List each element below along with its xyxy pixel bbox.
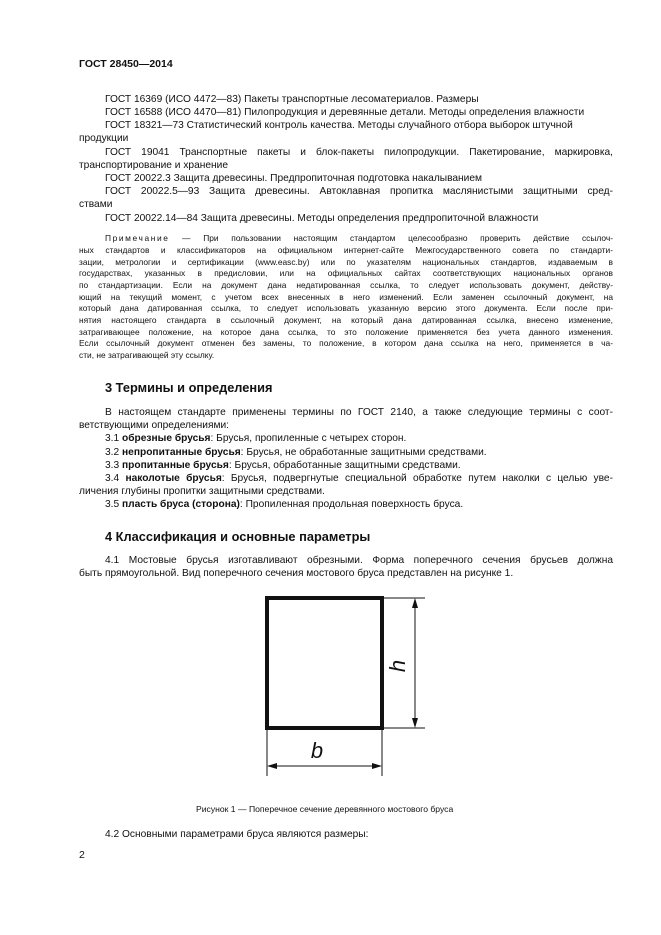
note-label: Примечание xyxy=(105,233,170,243)
note-line: ных стандартов и классификаторов на официальном интернет-сайте Межгосударственного совета по стандарти- xyxy=(79,245,613,255)
figure-caption: Рисунок 1 — Поперечное сечение деревянного мостового бруса xyxy=(196,804,454,814)
term-name: непропитанные брусья xyxy=(122,447,241,458)
figure-cross-section xyxy=(255,590,435,785)
note-line: Если ссылочный документ отменен без замены, то положение, в котором дана ссылка на него, применяется в ча- xyxy=(79,338,613,348)
note-line: государствах, указанных в предисловии, или на официальных сайтах соответствующих национальных органов xyxy=(79,268,613,278)
ref-item: ГОСТ 20022.14—84 Защита древесины. Методы определения предпропиточной влажности xyxy=(105,213,539,224)
section-4-para-2: 4.2 Основными параметрами бруса являются размеры: xyxy=(105,829,369,840)
section-4-heading: 4 Классификация и основные параметры xyxy=(105,529,371,544)
term-name: пропитанные брусья xyxy=(122,460,229,471)
note-line: нятия настоящего стандарта в ссылочный документ, на который дана датированная ссылка, внесено изменение, xyxy=(79,315,613,325)
note-text: — При пользовании настоящим стандартом целесообразно проверить действие ссылоч- xyxy=(169,233,613,243)
section-3-intro: В настоящем стандарте применены термины по ГОСТ 2140, а также следующие термины с соот- xyxy=(105,407,613,418)
ref-item: ГОСТ 16588 (ИСО 4470—81) Пилопродукция и деревянные детали. Методы определения влажности xyxy=(105,107,585,118)
note-line: по стандартизации. Если на документ дана недатированная ссылка, то следует использовать документ, действу- xyxy=(79,280,613,290)
note-line: ющий на текущий момент, с учетом всех внесенных в него изменений. Если заменен ссылочный документ, на xyxy=(79,292,613,302)
term-name: пласть бруса (сторона) xyxy=(122,499,240,510)
ref-item: ГОСТ 16369 (ИСО 4472—83) Пакеты транспортные лесоматериалов. Размеры xyxy=(105,94,479,105)
beam-section-rect xyxy=(267,598,382,728)
ref-item-cont: транспортирование и хранение xyxy=(79,160,229,171)
term-3-2: 3.2 непропитанные брусья: Брусья, не обработанные защитными средствами. xyxy=(105,447,487,458)
term-name: обрезные брусья xyxy=(122,433,211,444)
term-3-1: 3.1 обрезные брусья: Брусья, пропиленные с четырех сторон. xyxy=(105,433,407,444)
ref-item-cont: продукции xyxy=(79,133,129,144)
arrow-head xyxy=(412,718,418,728)
arrow-head xyxy=(267,763,277,769)
page-number: 2 xyxy=(79,849,85,861)
ref-item: ГОСТ 20022.5—93 Защита древесины. Автоклавная пропитка маслянистыми защитными сред- xyxy=(105,186,613,197)
ref-item: ГОСТ 20022.3 Защита древесины. Предпропиточная подготовка накалыванием xyxy=(105,173,483,184)
ref-item: ГОСТ 18321—73 Статистический контроль качества. Методы случайного отбора выборок штучной xyxy=(105,120,573,131)
arrow-head xyxy=(372,763,382,769)
term-3-4: 3.4 наколотые брусья: Брусья, подвергнутые специальной обработке путем наколки с целью уве- xyxy=(105,473,613,484)
note-line: зации, метрологии и сертификации (www.easc.by) или по указателям национальных стандартов, издаваемым в xyxy=(79,257,613,267)
note-line: затрагивающее положение, на которое дана ссылка, то это положение применяется без учета данного изменения. xyxy=(79,327,613,337)
ref-item: ГОСТ 19041 Транспортные пакеты и блок-пакеты пилопродукции. Пакетирование, маркировка, xyxy=(105,147,613,158)
term-name: наколотые брусья xyxy=(125,473,222,484)
section-4-para-1: 4.1 Мостовые брусья изготавливают обрезными. Форма поперечного сечения брусьев должна xyxy=(105,555,613,566)
doc-code-header: ГОСТ 28450—2014 xyxy=(79,58,173,70)
note-line xyxy=(105,233,613,245)
note-line: сти, не затрагивающей эту ссылку. xyxy=(79,350,215,360)
term-3-3: 3.3 пропитанные брусья: Брусья, обработанные защитными средствами. xyxy=(105,460,461,471)
term-3-5: 3.5 пласть бруса (сторона): Пропиленная продольная поверхность бруса. xyxy=(105,499,464,510)
section-4-para-1-cont: быть прямоугольной. Вид поперечного сечения мостового бруса представлен на рисунке 1. xyxy=(79,568,514,579)
section-3-heading: 3 Термины и определения xyxy=(105,380,273,395)
label-b: b xyxy=(310,738,324,763)
section-3-intro-cont: ветствующими определениями: xyxy=(79,420,229,431)
ref-item-cont: ствами xyxy=(79,199,113,210)
term-3-4-cont: личения глубины пропитки защитными средствами. xyxy=(79,486,325,497)
arrow-head xyxy=(412,598,418,608)
label-h: h xyxy=(385,659,410,673)
note-line: который дана датированная ссылка, то следует использовать указанную версию этого документа. Если после при- xyxy=(79,303,613,313)
